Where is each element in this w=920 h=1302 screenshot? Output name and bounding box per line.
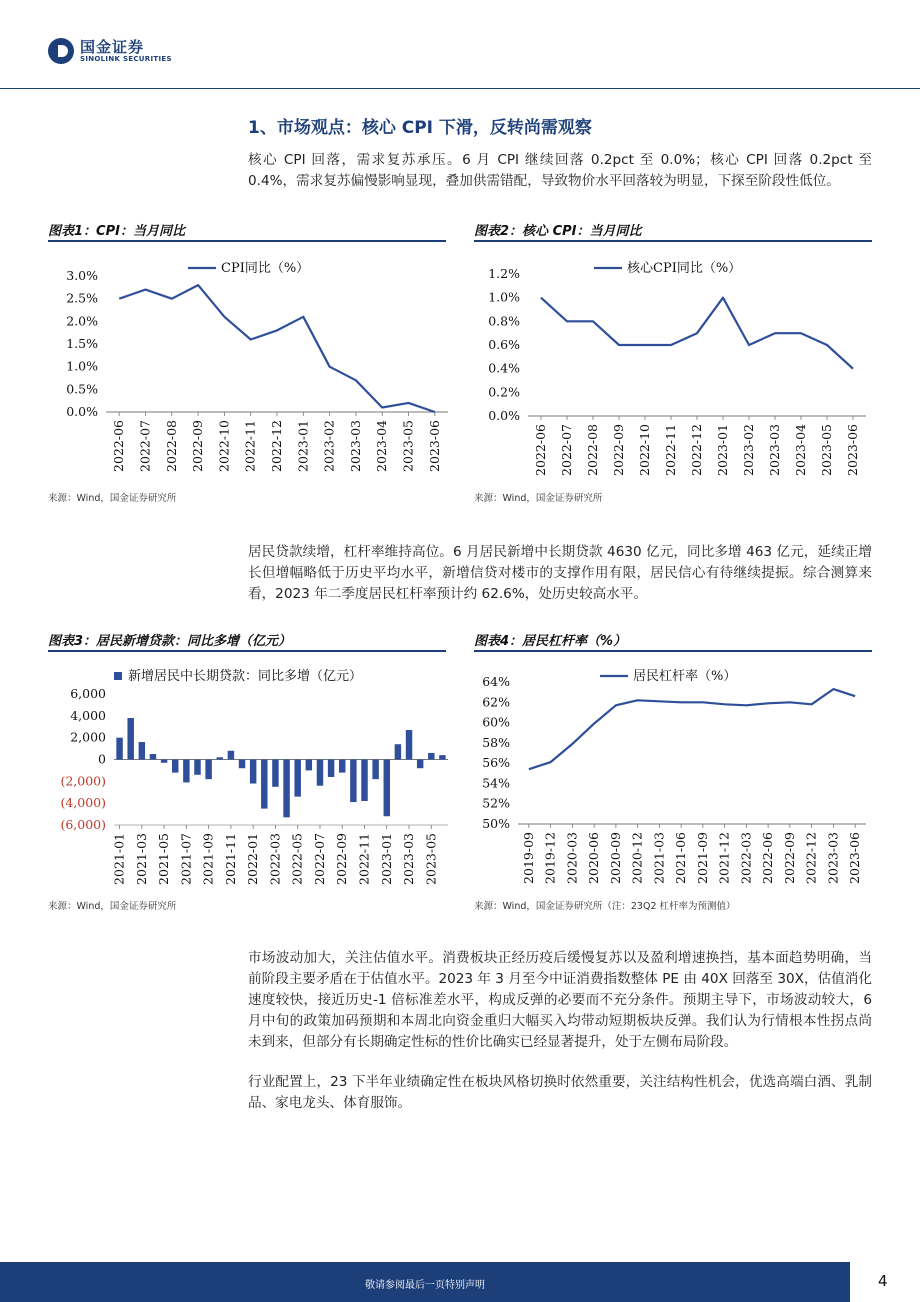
- legend-label: CPI同比（%）: [221, 261, 310, 276]
- cpi-line-chart: [48, 250, 448, 482]
- y-tick-label: 0.6%: [488, 337, 520, 352]
- bar: [417, 760, 423, 769]
- logo-mark: [48, 38, 74, 64]
- bar: [428, 753, 434, 760]
- figure-4-source: 来源：Wind，国金证券研究所（注：23Q2 杠杆率为预测值）: [474, 901, 736, 912]
- x-tick-label: 2022-12: [803, 832, 819, 884]
- footer-disclaimer: 敬请参阅最后一页特别声明: [365, 1280, 485, 1291]
- y-tick-label: 58%: [482, 734, 510, 750]
- x-tick-label: 2022-11: [663, 424, 678, 476]
- brand-name-en: SINOLINK SECURITIES: [80, 55, 172, 63]
- legend-swatch: [114, 672, 122, 680]
- x-tick-label: 2022-01: [245, 833, 261, 885]
- bar: [205, 760, 211, 780]
- legend-label: 居民杠杆率（%）: [633, 669, 737, 684]
- y-tick-label: 0.0%: [66, 404, 98, 419]
- x-tick-label: 2020-12: [629, 832, 645, 884]
- bar: [361, 760, 367, 801]
- x-tick-label: 2023-01: [295, 420, 311, 472]
- figure-2-title: 图表2：核心 CPI：当月同比: [474, 224, 642, 239]
- y-tick-label: 54%: [482, 775, 510, 791]
- x-tick-label: 2022-07: [311, 833, 327, 885]
- y-tick-label: 6,000: [70, 686, 106, 701]
- y-tick-label: (4,000): [60, 795, 106, 811]
- x-tick-label: 2021-03: [651, 832, 667, 884]
- section-title: 1、市场观点：核心 CPI 下滑，反转尚需观察: [248, 118, 592, 138]
- bar: [283, 760, 289, 818]
- x-tick-label: 2022-12: [689, 424, 704, 476]
- x-tick-label: 2022-10: [637, 424, 652, 476]
- bar: [239, 760, 245, 769]
- figure-3-title: 图表3：居民新增贷款：同比多增（亿元）: [48, 634, 292, 649]
- bar: [217, 757, 223, 759]
- bar: [250, 760, 256, 784]
- bar: [272, 760, 278, 787]
- x-tick-label: 2023-04: [374, 420, 390, 472]
- x-tick-label: 2021-07: [178, 833, 194, 885]
- bar: [127, 718, 133, 759]
- y-tick-label: 60%: [482, 714, 510, 730]
- x-tick-label: 2022-08: [163, 420, 179, 472]
- y-tick-label: 1.0%: [488, 289, 520, 305]
- y-tick-label: 3.0%: [66, 268, 98, 283]
- x-tick-label: 2020-09: [607, 832, 623, 884]
- x-tick-label: 2023-03: [347, 420, 363, 472]
- y-tick-label: 62%: [482, 694, 510, 710]
- header-rule: [0, 88, 920, 89]
- x-tick-label: 2023-04: [793, 424, 808, 476]
- y-tick-label: 56%: [482, 755, 510, 771]
- x-tick-label: 2023-03: [767, 424, 782, 476]
- bar: [350, 760, 356, 803]
- y-tick-label: 50%: [482, 816, 510, 831]
- paragraph-household-loans: 居民贷款续增，杠杆率维持高位。6 月居民新增中长期贷款 4630 亿元，同比多增 463 亿元，延续正增长但增幅略低于历史平均水平，新增信贷对楼市的支撑作用有限，居民信心有待继续提振。综合测算来看，2023 年二季度居民杠杆率预计约 62.6%，处历史较高水平。: [248, 544, 872, 602]
- figure-3-rule: [48, 650, 446, 652]
- bar: [194, 760, 200, 775]
- x-tick-label: 2021-03: [133, 833, 149, 885]
- page-number: 4: [878, 1272, 888, 1290]
- y-tick-label: 2.0%: [66, 313, 98, 329]
- y-tick-label: 0.4%: [488, 360, 520, 376]
- x-tick-label: 2023-05: [400, 420, 416, 472]
- x-tick-label: 2020-03: [564, 832, 580, 884]
- household-loan-bar-chart: [48, 658, 448, 890]
- bar: [439, 755, 445, 759]
- series-line: [541, 298, 853, 369]
- x-tick-label: 2022-12: [269, 420, 284, 472]
- x-tick-label: 2023-06: [847, 832, 863, 884]
- y-tick-label: 0.5%: [66, 381, 98, 397]
- x-tick-label: 2022-09: [190, 420, 206, 472]
- x-tick-label: 2023-06: [845, 424, 860, 476]
- x-tick-label: 2023-03: [401, 833, 417, 885]
- y-tick-label: 52%: [482, 795, 510, 811]
- x-tick-label: 2019-12: [542, 832, 558, 884]
- bar: [384, 760, 390, 817]
- figure-4-title: 图表4：居民杠杆率（%）: [474, 634, 627, 649]
- series-line: [119, 285, 435, 412]
- x-tick-label: 2022-06: [111, 420, 127, 472]
- x-tick-label: 2023-02: [321, 420, 337, 472]
- y-tick-label: 0.2%: [488, 384, 520, 400]
- y-tick-label: (6,000): [60, 817, 106, 832]
- figure-3-source: 来源：Wind，国金证券研究所: [48, 901, 177, 912]
- x-tick-label: 2023-01: [715, 424, 730, 476]
- figure-1-rule: [48, 240, 446, 242]
- x-tick-label: 2021-09: [200, 833, 216, 885]
- x-tick-label: 2022-06: [760, 832, 776, 884]
- figure-4-rule: [474, 650, 872, 652]
- x-tick-label: 2022-10: [216, 420, 232, 472]
- y-tick-label: 1.5%: [66, 336, 98, 351]
- series-line: [529, 689, 855, 769]
- household-leverage-line-chart: [474, 658, 874, 890]
- brand-name-cn: 国金证券: [80, 38, 145, 56]
- x-tick-label: 2021-11: [222, 833, 238, 885]
- figure-1-title: 图表1：CPI：当月同比: [48, 224, 185, 239]
- figure-2-source: 来源：Wind，国金证券研究所: [474, 493, 603, 504]
- bar: [339, 760, 345, 773]
- x-tick-label: 2021-12: [716, 832, 732, 884]
- paragraph-valuation: 市场波动加大，关注估值水平。消费板块正经历疫后缓慢复苏以及盈利增速换挡，基本面趋势明确，当前阶段主要矛盾在于估值水平。2023 年 3 月至今中证消费指数整体 PE 由 40X 回落至 30X，估值消化速度较快，接近历史-1 倍标准差水平，构成反弹的必要而不充分条件。预期主导下，市场波动较大，6 月中旬的政策加码预期和本周北向资金重归大幅买入均带动短期板块反弹。我们认为行情根本性拐点尚未到来，但部分有长期确定性标的性价比确实已经显著提升，处于左侧布局阶段。: [248, 950, 872, 1050]
- y-tick-label: 2.5%: [66, 290, 98, 306]
- y-tick-label: (2,000): [60, 773, 106, 789]
- x-tick-label: 2019-09: [520, 832, 536, 884]
- y-tick-label: 0: [98, 751, 106, 767]
- legend-label: 新增居民中长期贷款：同比多增（亿元）: [128, 669, 363, 684]
- y-tick-label: 1.0%: [66, 358, 98, 374]
- x-tick-label: 2022-05: [289, 833, 305, 885]
- x-tick-label: 2021-09: [694, 832, 710, 884]
- y-tick-label: 64%: [482, 674, 510, 689]
- bar: [328, 760, 334, 777]
- x-tick-label: 2023-06: [426, 420, 442, 472]
- bar: [395, 744, 401, 759]
- core-cpi-line-chart: [474, 250, 874, 482]
- paragraph-allocation: 行业配置上，23 下半年业绩确定性在板块风格切换时依然重要，关注结构性机会，优选高端白酒、乳制品、家电龙头、体育服饰。: [248, 1074, 872, 1111]
- x-tick-label: 2022-11: [356, 833, 372, 885]
- x-tick-label: 2022-08: [585, 424, 600, 476]
- x-tick-label: 2023-02: [741, 424, 756, 476]
- x-tick-label: 2022-09: [781, 832, 797, 884]
- x-tick-label: 2023-05: [423, 833, 439, 885]
- bar: [139, 742, 145, 759]
- bar: [406, 730, 412, 759]
- bar: [183, 760, 189, 783]
- figure-1-source: 来源：Wind，国金证券研究所: [48, 493, 177, 504]
- x-tick-label: 2022-09: [334, 833, 350, 885]
- x-tick-label: 2022-07: [559, 424, 574, 476]
- x-tick-label: 2022-03: [267, 833, 283, 885]
- x-tick-label: 2022-03: [738, 832, 754, 884]
- x-tick-label: 2021-06: [673, 832, 689, 884]
- x-tick-label: 2023-05: [819, 424, 834, 476]
- x-tick-label: 2020-06: [586, 832, 602, 884]
- bar: [294, 760, 300, 797]
- bar: [306, 760, 312, 771]
- bar: [116, 738, 122, 760]
- x-tick-label: 2023-01: [378, 833, 394, 885]
- x-tick-label: 2022-09: [611, 424, 626, 476]
- bar: [317, 760, 323, 786]
- figure-2-rule: [474, 240, 872, 242]
- y-tick-label: 0.8%: [488, 313, 520, 329]
- x-tick-label: 2022-07: [137, 420, 153, 472]
- y-tick-label: 0.0%: [488, 408, 520, 423]
- bar: [172, 760, 178, 773]
- bar: [228, 751, 234, 760]
- x-tick-label: 2021-05: [156, 833, 172, 885]
- bar: [161, 760, 167, 763]
- y-tick-label: 1.2%: [488, 266, 520, 281]
- x-tick-label: 2023-03: [825, 832, 841, 884]
- x-tick-label: 2021-01: [111, 833, 127, 885]
- bar: [372, 760, 378, 780]
- y-tick-label: 2,000: [70, 729, 106, 745]
- legend-label: 核心CPI同比（%）: [627, 261, 742, 276]
- x-tick-label: 2022-06: [533, 424, 548, 476]
- bar: [150, 754, 156, 759]
- y-tick-label: 4,000: [70, 707, 106, 723]
- x-tick-label: 2022-11: [242, 420, 258, 472]
- paragraph-cpi: 核心 CPI 回落，需求复苏承压。6 月 CPI 继续回落 0.2pct 至 0.0%；核心 CPI 回落 0.2pct 至 0.4%，需求复苏偏慢影响显现，叠加供需错配，导致物价水平回落较为明显，下探至阶段性低位。: [248, 152, 872, 189]
- brand-logo: [48, 36, 198, 66]
- bar: [261, 760, 267, 809]
